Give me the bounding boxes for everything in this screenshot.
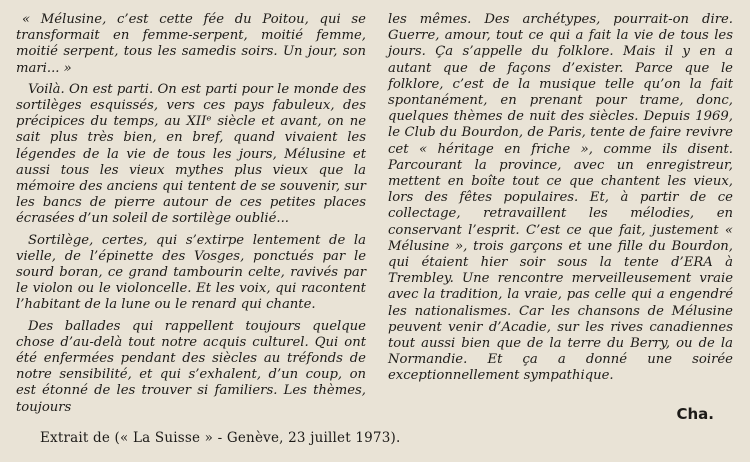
paragraph-1: « Mélusine, c’est cette fée du Poitou, qui se transformait en femme-serpent, moitié femme, moitié serpent, tous les samedis soirs. Un jour, son mari... » [16, 12, 366, 76]
left-column [16, 12, 366, 416]
paragraph-4: Des ballades qui rappellent toujours quelque chose d’au-delà tout notre acquis culturel. Qui ont été enfermées pendant des siècles au tréfonds de notre sensibilité, et qui s’exhalent, d’un coup, on est étonné de les trouver si familiers. Les thèmes, toujours [16, 318, 366, 415]
right-column [388, 12, 733, 385]
paragraph-4-continued: les mêmes. Des archétypes, pourrait-on dire. Guerre, amour, tout ce qui a fait la vie de tous les jours. Ça s’appelle du folklore. Mais il y en a autant que de façons d’exister. Parce que le folklore, c’est de la musique telle qu’on la fait spontanément, en prenant pour trame, donc, quelques thèmes de nuit des siècles. Depuis 1969, le Club du Bourdon, de Paris, tente de faire revivre cet « héritage en friche », comme ils disent. Parcourant la province, avec un enregistreur, mettent en boîte tout ce que chantent les vieux, lors des fêtes populaires. Et, à partir de ce collectage, retravaillent les mélodies, en conservant l’esprit. C’est ce que fait, justement « Mélusine », trois garçons et une fille du Bourdon, qui étaient hier soir sous la tente d’ERA à Trembley. Une rencontre merveilleusement vraie avec la tradition, la vraie, pas celle qui a engendré les nationalismes. Car les chansons de Mélusine peuvent venir d’Acadie, sur les rives canadiennes tout aussi bien que de la terre du Berry, ou de la Normandie. Et ça a donné une soirée exceptionnellement sympathique. [388, 12, 733, 384]
author-signature: Cha. [676, 405, 714, 423]
source-citation: Extrait de (« La Suisse » - Genève, 23 juillet 1973). [40, 430, 401, 446]
paragraph-3: Sortilège, certes, qui s’extirpe lentement de la vielle, de l’épinette des Vosges, ponctués par le sourd boran, ce grand tambourin celte, ravivés par le violon ou le violoncelle. Et les voix, qui racontent l’habitant de la lune ou le renard qui chante. [16, 232, 366, 313]
paragraph-2: Voilà. On est parti. On est parti pour le monde des sortilèges esquissés, vers ces pays fabuleux, des précipices du temps, au XIIᵉ siècle et avant, on ne sait plus très bien, en bref, quand vivaient les légendes de la vie de tous les jours, Mélusine et aussi tous les vieux mythes plus vieux que la mémoire des anciens qui tentent de se souvenir, sur les bancs de pierre autour de ces petites places écrasées d’un soleil de sortilège oublié... [16, 81, 366, 227]
